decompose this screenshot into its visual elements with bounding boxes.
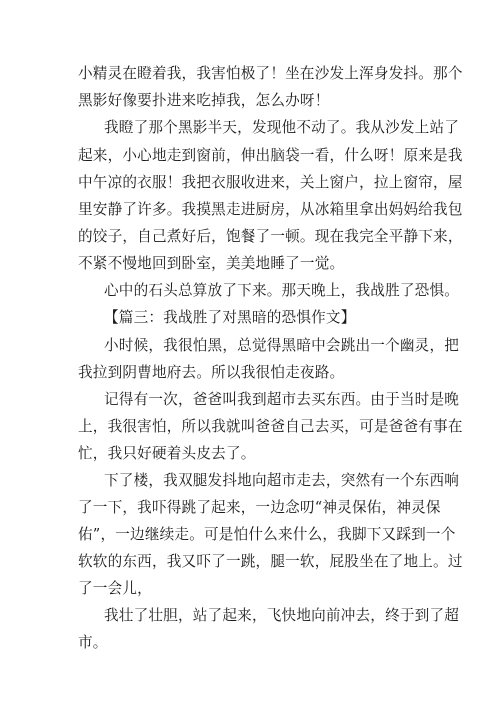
text-line: 佑”，一边继续走。可是怕什么来什么，我脚下又踩到一个 [78,526,456,543]
paragraph-start-line: 心中的石头总算放了下来。那天晚上，我战胜了恐惧。 [104,282,460,299]
text-line: 市。 [78,634,108,651]
text-line: 不紧不慢地回到卧室，美美地睡了一觉。 [78,255,345,272]
text-line: 中午凉的衣服！我把衣服收进来，关上窗户，拉上窗帘，屋 [78,174,463,191]
text-line: 我拉到阴曹地府去。所以我很怕走夜路。 [78,364,345,381]
text-line: 的饺子，自己煮好后，饱餐了一顿。现在我完全平静下来， [78,228,463,245]
text-line: 上，我很害怕，所以我就叫爸爸自己去买，可是爸爸有事在 [78,418,463,435]
paragraph-start-line: 我壮了壮胆，站了起来，飞快地向前冲去，终于到了超 [104,607,460,624]
paragraph-start-line: 我瞪了那个黑影半天，发现他不动了。我从沙发上站了 [104,119,460,136]
paragraph-start-line: 下了楼，我双腿发抖地向超市走去，突然有一个东西响 [104,472,460,489]
text-line: 忙，我只好硬着头皮去了。 [78,445,256,462]
text-line: 软软的东西，我又吓了一跳，腿一软，屁股坐在了地上。过 [78,553,463,570]
paragraph-start-line: 小时候，我很怕黑，总觉得黑暗中会跳出一个幽灵，把 [104,337,460,354]
paragraph-start-line: 记得有一次，爸爸叫我到超市去买东西。由于当时是晚 [104,391,460,408]
text-line: 小精灵在瞪着我，我害怕极了！坐在沙发上浑身发抖。那个 [78,65,463,82]
text-line: 了一会儿， [78,580,152,597]
text-line: 起来，小心地走到窗前，伸出脑袋一看，什么呀！原来是我 [78,147,463,164]
section-heading: 【篇三：我战胜了对黑暗的恐惧作文】 [104,309,356,326]
text-line: 黑影好像要扑进来吃掉我，怎么办呀！ [78,92,330,109]
text-line: 里安静了许多。我摸黑走进厨房，从冰箱里拿出妈妈给我包 [78,201,463,218]
text-line: 了一下，我吓得跳了起来，一边念叨“神灵保佑，神灵保 [78,499,441,516]
